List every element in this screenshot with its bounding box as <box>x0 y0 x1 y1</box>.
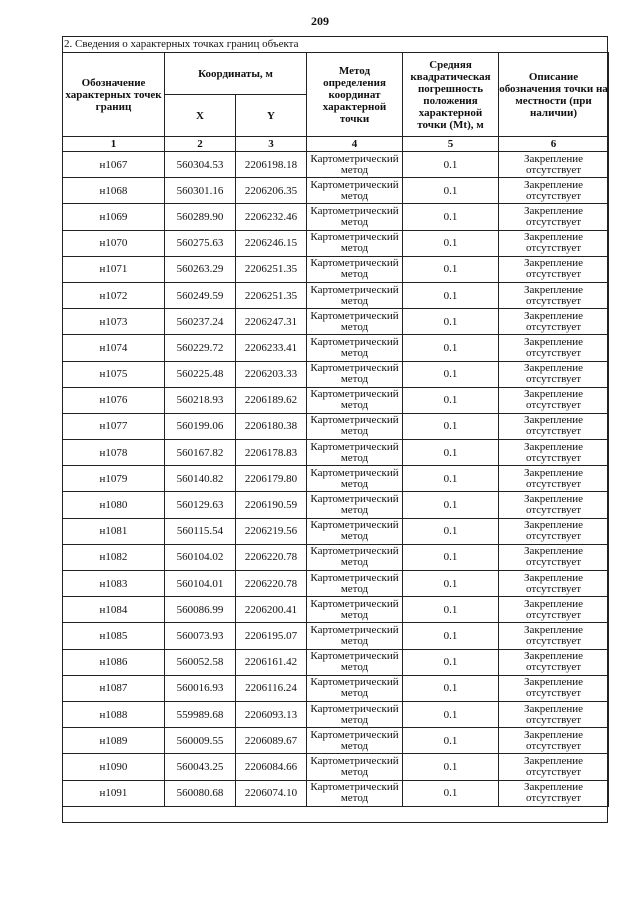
description-line: Закрепление <box>523 728 584 741</box>
point-cell: н1076 <box>63 387 165 413</box>
x-coordinate-cell: 560080.68 <box>165 780 236 806</box>
x-coordinate-cell: 560289.90 <box>165 204 236 230</box>
y-coordinate-cell: 2206220.78 <box>236 544 307 570</box>
method-line: Картометрический <box>310 728 399 741</box>
method-cell <box>307 335 403 361</box>
table-row <box>63 256 609 282</box>
description-cell <box>499 701 609 727</box>
description-line: Закрепление <box>523 257 584 270</box>
accuracy-cell: 0.1 <box>403 335 499 361</box>
x-coordinate-cell: 560301.16 <box>165 178 236 204</box>
description-line: Закрепление <box>523 650 584 663</box>
x-coordinate-cell: 560167.82 <box>165 440 236 466</box>
column-number: 4 <box>307 137 403 152</box>
method-cell <box>307 597 403 623</box>
method-cell <box>307 440 403 466</box>
description-line: отсутствует <box>525 530 582 543</box>
description-line: отсутствует <box>525 373 582 386</box>
x-coordinate-cell: 560249.59 <box>165 282 236 308</box>
header-x: X <box>165 95 236 137</box>
method-line: метод <box>340 634 369 647</box>
point-cell: н1088 <box>63 701 165 727</box>
description-line: Закрепление <box>523 676 584 689</box>
accuracy-cell: 0.1 <box>403 728 499 754</box>
method-line: Картометрический <box>310 414 399 427</box>
method-cell <box>307 701 403 727</box>
table-row <box>63 701 609 727</box>
description-cell <box>499 780 609 806</box>
method-cell <box>307 518 403 544</box>
accuracy-cell: 0.1 <box>403 623 499 649</box>
accuracy-cell: 0.1 <box>403 518 499 544</box>
x-coordinate-cell: 560140.82 <box>165 466 236 492</box>
description-cell <box>499 309 609 335</box>
table-row <box>63 780 609 806</box>
method-line: Картометрический <box>310 623 399 636</box>
method-line: Картометрический <box>310 466 399 479</box>
description-line: отсутствует <box>525 634 582 647</box>
method-cell <box>307 675 403 701</box>
point-cell: н1087 <box>63 675 165 701</box>
method-cell <box>307 780 403 806</box>
y-coordinate-cell: 2206220.78 <box>236 571 307 597</box>
method-cell <box>307 544 403 570</box>
method-line: метод <box>340 451 369 464</box>
accuracy-cell: 0.1 <box>403 309 499 335</box>
accuracy-cell: 0.1 <box>403 780 499 806</box>
point-cell: н1075 <box>63 361 165 387</box>
method-line: метод <box>340 425 369 438</box>
description-cell <box>499 204 609 230</box>
header-designation: Обозначение характерных точек границ <box>63 53 165 137</box>
method-line: Картометрический <box>310 545 399 558</box>
method-line: метод <box>340 661 369 674</box>
description-line: Закрепление <box>523 754 584 767</box>
description-line: отсутствует <box>525 451 582 464</box>
header-description: Описание обозначения точки на местности (при наличии) <box>499 53 609 137</box>
description-cell <box>499 178 609 204</box>
point-cell: н1067 <box>63 152 165 178</box>
description-line: отсутствует <box>525 163 582 176</box>
method-line: метод <box>340 739 369 752</box>
point-cell: н1074 <box>63 335 165 361</box>
table-body <box>63 152 609 807</box>
method-line: Картометрический <box>310 204 399 217</box>
description-line: отсутствует <box>525 320 582 333</box>
table-row <box>63 518 609 544</box>
description-line: отсутствует <box>525 504 582 517</box>
y-coordinate-cell: 2206178.83 <box>236 440 307 466</box>
x-coordinate-cell: 560237.24 <box>165 309 236 335</box>
description-line: Закрепление <box>523 178 584 191</box>
description-cell <box>499 571 609 597</box>
description-line: отсутствует <box>525 608 582 621</box>
header-accuracy: Средняя квадратическая погрешность положения характерной точки (Mt), м <box>403 53 499 137</box>
y-coordinate-cell: 2206246.15 <box>236 230 307 256</box>
y-coordinate-cell: 2206074.10 <box>236 780 307 806</box>
description-cell <box>499 387 609 413</box>
method-line: метод <box>340 792 369 805</box>
table-row <box>63 361 609 387</box>
description-line: Закрепление <box>523 414 584 427</box>
table-row <box>63 204 609 230</box>
description-line: отсутствует <box>525 189 582 202</box>
x-coordinate-cell: 560043.25 <box>165 754 236 780</box>
method-line: метод <box>340 477 369 490</box>
description-line: Закрепление <box>523 623 584 636</box>
method-line: метод <box>340 582 369 595</box>
table-row <box>63 335 609 361</box>
accuracy-cell: 0.1 <box>403 178 499 204</box>
point-cell: н1086 <box>63 649 165 675</box>
method-line: Картометрический <box>310 362 399 375</box>
description-line: отсутствует <box>525 765 582 778</box>
method-line: Картометрический <box>310 335 399 348</box>
method-cell <box>307 413 403 439</box>
x-coordinate-cell: 560218.93 <box>165 387 236 413</box>
description-line: отсутствует <box>525 687 582 700</box>
accuracy-cell: 0.1 <box>403 466 499 492</box>
description-line: отсутствует <box>525 713 582 726</box>
y-coordinate-cell: 2206190.59 <box>236 492 307 518</box>
y-coordinate-cell: 2206219.56 <box>236 518 307 544</box>
description-line: отсутствует <box>525 425 582 438</box>
description-cell <box>499 623 609 649</box>
table-row <box>63 544 609 570</box>
accuracy-cell: 0.1 <box>403 649 499 675</box>
description-line: Закрепление <box>523 440 584 453</box>
method-cell <box>307 387 403 413</box>
method-cell <box>307 754 403 780</box>
point-cell: н1079 <box>63 466 165 492</box>
header-coordinates: Координаты, м <box>165 53 307 95</box>
description-line: отсутствует <box>525 739 582 752</box>
description-cell <box>499 544 609 570</box>
table-row <box>63 649 609 675</box>
y-coordinate-cell: 2206179.80 <box>236 466 307 492</box>
method-line: метод <box>340 320 369 333</box>
description-line: отсутствует <box>525 268 582 281</box>
x-coordinate-cell: 560052.58 <box>165 649 236 675</box>
y-coordinate-cell: 2206251.35 <box>236 256 307 282</box>
point-cell: н1082 <box>63 544 165 570</box>
method-cell <box>307 571 403 597</box>
x-coordinate-cell: 560009.55 <box>165 728 236 754</box>
table-row <box>63 754 609 780</box>
method-line: Картометрический <box>310 650 399 663</box>
table-row <box>63 597 609 623</box>
table-row <box>63 466 609 492</box>
method-line: Картометрический <box>310 571 399 584</box>
method-line: Картометрический <box>310 754 399 767</box>
description-cell <box>499 413 609 439</box>
y-coordinate-cell: 2206084.66 <box>236 754 307 780</box>
method-line: Картометрический <box>310 178 399 191</box>
y-coordinate-cell: 2206161.42 <box>236 649 307 675</box>
y-coordinate-cell: 2206206.35 <box>236 178 307 204</box>
point-cell: н1080 <box>63 492 165 518</box>
accuracy-cell: 0.1 <box>403 204 499 230</box>
table-row <box>63 230 609 256</box>
description-line: Закрепление <box>523 545 584 558</box>
method-line: Картометрический <box>310 440 399 453</box>
description-line: Закрепление <box>523 231 584 244</box>
method-line: метод <box>340 687 369 700</box>
description-cell <box>499 675 609 701</box>
description-line: отсутствует <box>525 294 582 307</box>
method-line: метод <box>340 294 369 307</box>
description-cell <box>499 361 609 387</box>
method-line: метод <box>340 765 369 778</box>
x-coordinate-cell: 560104.02 <box>165 544 236 570</box>
header-method: Метод определения координат характерной точки <box>307 53 403 137</box>
x-coordinate-cell: 560304.53 <box>165 152 236 178</box>
description-line: отсутствует <box>525 242 582 255</box>
method-line: Картометрический <box>310 781 399 794</box>
description-cell <box>499 440 609 466</box>
description-cell <box>499 728 609 754</box>
description-line: Закрепление <box>523 388 584 401</box>
description-line: Закрепление <box>523 335 584 348</box>
accuracy-cell: 0.1 <box>403 701 499 727</box>
x-coordinate-cell: 560229.72 <box>165 335 236 361</box>
accuracy-cell: 0.1 <box>403 152 499 178</box>
description-line: отсутствует <box>525 399 582 412</box>
accuracy-cell: 0.1 <box>403 675 499 701</box>
description-line: Закрепление <box>523 466 584 479</box>
method-cell <box>307 178 403 204</box>
method-line: метод <box>340 530 369 543</box>
accuracy-cell: 0.1 <box>403 256 499 282</box>
method-line: Картометрический <box>310 388 399 401</box>
point-cell: н1072 <box>63 282 165 308</box>
accuracy-cell: 0.1 <box>403 282 499 308</box>
method-cell <box>307 466 403 492</box>
x-coordinate-cell: 560104.01 <box>165 571 236 597</box>
column-number: 6 <box>499 137 609 152</box>
method-line: метод <box>340 189 369 202</box>
description-line: Закрепление <box>523 493 584 506</box>
table-row <box>63 178 609 204</box>
description-cell <box>499 335 609 361</box>
column-number: 3 <box>236 137 307 152</box>
x-coordinate-cell: 560263.29 <box>165 256 236 282</box>
table-row <box>63 309 609 335</box>
method-line: Картометрический <box>310 597 399 610</box>
table-row <box>63 675 609 701</box>
description-cell <box>499 230 609 256</box>
point-cell: н1068 <box>63 178 165 204</box>
accuracy-cell: 0.1 <box>403 413 499 439</box>
accuracy-cell: 0.1 <box>403 754 499 780</box>
description-line: отсутствует <box>525 792 582 805</box>
accuracy-cell: 0.1 <box>403 230 499 256</box>
table-row <box>63 152 609 178</box>
description-line: Закрепление <box>523 283 584 296</box>
description-line: Закрепление <box>523 309 584 322</box>
column-number: 2 <box>165 137 236 152</box>
method-line: Картометрический <box>310 676 399 689</box>
y-coordinate-cell: 2206089.67 <box>236 728 307 754</box>
column-number: 1 <box>63 137 165 152</box>
x-coordinate-cell: 560199.06 <box>165 413 236 439</box>
method-line: Картометрический <box>310 309 399 322</box>
method-line: метод <box>340 163 369 176</box>
table-row <box>63 413 609 439</box>
method-cell <box>307 309 403 335</box>
description-line: Закрепление <box>523 781 584 794</box>
description-cell <box>499 492 609 518</box>
table-row <box>63 282 609 308</box>
method-line: метод <box>340 215 369 228</box>
point-cell: н1073 <box>63 309 165 335</box>
description-line: Закрепление <box>523 702 584 715</box>
y-coordinate-cell: 2206232.46 <box>236 204 307 230</box>
y-coordinate-cell: 2206198.18 <box>236 152 307 178</box>
method-cell <box>307 728 403 754</box>
method-line: метод <box>340 346 369 359</box>
method-line: метод <box>340 373 369 386</box>
method-line: Картометрический <box>310 283 399 296</box>
method-cell <box>307 152 403 178</box>
description-cell <box>499 649 609 675</box>
description-line: отсутствует <box>525 346 582 359</box>
accuracy-cell: 0.1 <box>403 387 499 413</box>
method-line: Картометрический <box>310 702 399 715</box>
method-line: метод <box>340 556 369 569</box>
description-cell <box>499 597 609 623</box>
y-coordinate-cell: 2206200.41 <box>236 597 307 623</box>
x-coordinate-cell: 560275.63 <box>165 230 236 256</box>
description-cell <box>499 152 609 178</box>
y-coordinate-cell: 2206189.62 <box>236 387 307 413</box>
y-coordinate-cell: 2206203.33 <box>236 361 307 387</box>
x-coordinate-cell: 560115.54 <box>165 518 236 544</box>
y-coordinate-cell: 2206233.41 <box>236 335 307 361</box>
table-row <box>63 728 609 754</box>
point-cell: н1091 <box>63 780 165 806</box>
method-line: метод <box>340 399 369 412</box>
section-title: 2. Сведения о характерных точках границ объекта <box>64 38 299 50</box>
x-coordinate-cell: 560225.48 <box>165 361 236 387</box>
accuracy-cell: 0.1 <box>403 492 499 518</box>
method-line: Картометрический <box>310 152 399 165</box>
table-row <box>63 571 609 597</box>
y-coordinate-cell: 2206251.35 <box>236 282 307 308</box>
method-cell <box>307 230 403 256</box>
method-line: Картометрический <box>310 257 399 270</box>
accuracy-cell: 0.1 <box>403 440 499 466</box>
description-cell <box>499 754 609 780</box>
description-line: Закрепление <box>523 204 584 217</box>
description-cell <box>499 256 609 282</box>
y-coordinate-cell: 2206195.07 <box>236 623 307 649</box>
point-cell: н1069 <box>63 204 165 230</box>
description-line: отсутствует <box>525 582 582 595</box>
description-line: отсутствует <box>525 661 582 674</box>
description-cell <box>499 466 609 492</box>
point-cell: н1081 <box>63 518 165 544</box>
method-cell <box>307 492 403 518</box>
method-cell <box>307 282 403 308</box>
description-line: отсутствует <box>525 215 582 228</box>
method-line: Картометрический <box>310 493 399 506</box>
description-line: Закрепление <box>523 571 584 584</box>
method-line: метод <box>340 268 369 281</box>
point-cell: н1078 <box>63 440 165 466</box>
point-cell: н1083 <box>63 571 165 597</box>
point-cell: н1070 <box>63 230 165 256</box>
table-row <box>63 387 609 413</box>
method-cell <box>307 623 403 649</box>
method-line: Картометрический <box>310 519 399 532</box>
method-line: метод <box>340 608 369 621</box>
description-line: Закрепление <box>523 519 584 532</box>
description-line: отсутствует <box>525 556 582 569</box>
accuracy-cell: 0.1 <box>403 571 499 597</box>
table-row <box>63 492 609 518</box>
method-line: метод <box>340 242 369 255</box>
page-number: 209 <box>311 14 329 28</box>
description-line: Закрепление <box>523 152 584 165</box>
method-cell <box>307 361 403 387</box>
x-coordinate-cell: 560073.93 <box>165 623 236 649</box>
y-coordinate-cell: 2206180.38 <box>236 413 307 439</box>
accuracy-cell: 0.1 <box>403 544 499 570</box>
description-cell <box>499 518 609 544</box>
method-line: метод <box>340 713 369 726</box>
point-cell: н1089 <box>63 728 165 754</box>
method-cell <box>307 649 403 675</box>
point-cell: н1071 <box>63 256 165 282</box>
point-cell: н1077 <box>63 413 165 439</box>
method-cell <box>307 204 403 230</box>
method-line: метод <box>340 504 369 517</box>
description-line: Закрепление <box>523 597 584 610</box>
x-coordinate-cell: 559989.68 <box>165 701 236 727</box>
accuracy-cell: 0.1 <box>403 597 499 623</box>
column-number: 5 <box>403 137 499 152</box>
x-coordinate-cell: 560086.99 <box>165 597 236 623</box>
x-coordinate-cell: 560016.93 <box>165 675 236 701</box>
y-coordinate-cell: 2206093.13 <box>236 701 307 727</box>
table-row <box>63 623 609 649</box>
accuracy-cell: 0.1 <box>403 361 499 387</box>
table-row <box>63 440 609 466</box>
point-cell: н1084 <box>63 597 165 623</box>
point-cell: н1090 <box>63 754 165 780</box>
y-coordinate-cell: 2206247.31 <box>236 309 307 335</box>
method-cell <box>307 256 403 282</box>
description-line: Закрепление <box>523 362 584 375</box>
boundary-points-table <box>62 52 609 807</box>
y-coordinate-cell: 2206116.24 <box>236 675 307 701</box>
description-line: отсутствует <box>525 477 582 490</box>
header-y: Y <box>236 95 307 137</box>
x-coordinate-cell: 560129.63 <box>165 492 236 518</box>
method-line: Картометрический <box>310 231 399 244</box>
point-cell: н1085 <box>63 623 165 649</box>
description-cell <box>499 282 609 308</box>
